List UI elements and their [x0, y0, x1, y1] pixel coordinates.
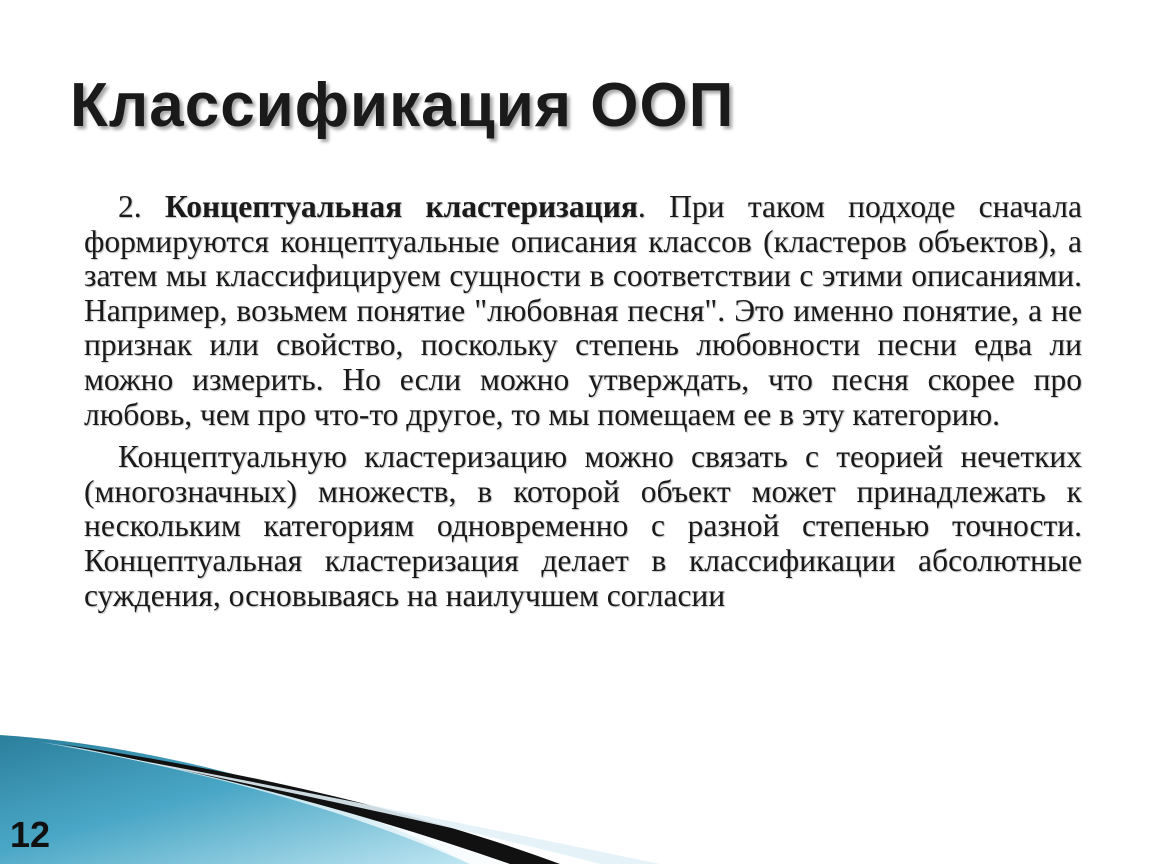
- term-bold: Концептуальная кластеризация: [164, 189, 638, 224]
- blue-wave-shape: [0, 735, 470, 864]
- paragraph-2: Концептуальную кластеризацию можно связать с теорией нечетких (многозначных) множеств, в которой объект может принадлежать к нескольким категориям одновременно с разной степенью точности. Концептуальная кластеризация делает в классификации абсолютные суждения, основываясь на наилучшем согласии: [84, 439, 1082, 613]
- paragraph-1-text: . При таком подходе сначала формируются концептуальные описания классов (кластеров объектов), а затем мы классифицируем сущности в соответствии с этими описаниями. Например, возьмем понятие "любовная песня". Это именно понятие, а не признак или свойство, поскольку степень любовности песни едва ли можно измерить. Но если можно утверждать, что песня скорее про любовь, чем про что-то другое, то мы помещаем ее в эту категорию.: [84, 189, 1082, 432]
- list-number: 2.: [118, 189, 142, 224]
- paragraph-1: [84, 190, 1082, 432]
- slide-title: Классификация ООП: [70, 71, 735, 140]
- slide-body: [84, 190, 1082, 621]
- page-number: 12: [10, 814, 51, 855]
